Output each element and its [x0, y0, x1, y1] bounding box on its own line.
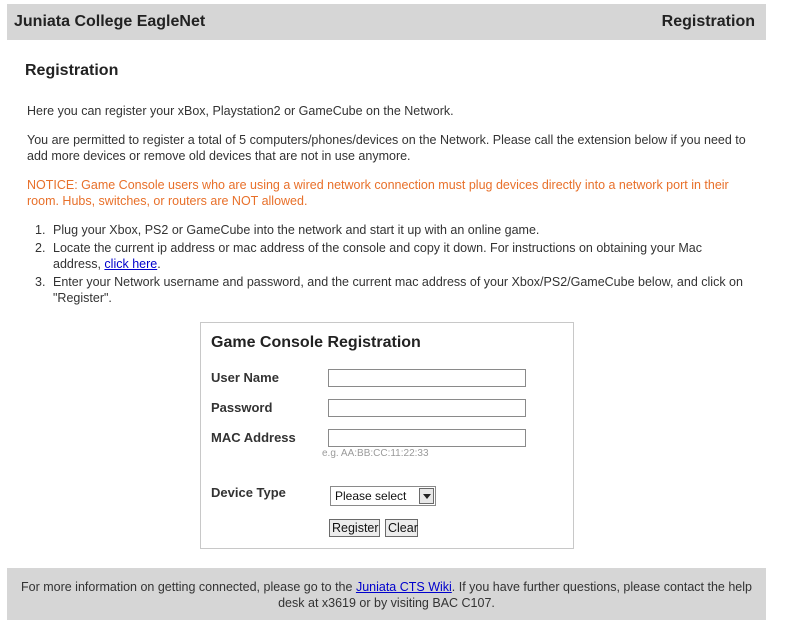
password-input[interactable] — [328, 399, 526, 417]
password-label: Password — [211, 400, 273, 415]
intro-text: Here you can register your xBox, Playstation2 or GameCube on the Network. — [27, 104, 454, 118]
page-title: Registration — [25, 62, 119, 79]
footer-text-start: For more information on getting connected, please go to the — [21, 580, 356, 594]
step-text-end: . — [157, 257, 161, 271]
step-item — [27, 274, 747, 306]
step-number: 1. — [35, 223, 46, 237]
device-type-select[interactable] — [330, 486, 436, 506]
registration-form — [200, 322, 574, 549]
clear-button[interactable]: Clear — [385, 519, 418, 537]
step-item — [27, 240, 747, 272]
cts-wiki-link[interactable]: Juniata CTS Wiki — [355, 580, 452, 594]
mac-address-hint: e.g. AA:BB:CC:11:22:33 — [322, 448, 429, 459]
footer-text — [15, 579, 758, 611]
register-button[interactable]: Register — [329, 519, 380, 537]
header-section-title: Registration — [661, 13, 755, 30]
footer-bar — [7, 568, 766, 620]
step-text: Enter your Network username and password, and the current mac address of your Xbox/PS2/GameCube below, and click on "Register". — [53, 275, 743, 305]
top-header-bar — [7, 4, 766, 40]
mac-instructions-link[interactable]: click here — [104, 257, 158, 271]
username-input[interactable] — [328, 369, 526, 387]
form-title: Game Console Registration — [211, 334, 421, 351]
footer-text-end: . If you have further questions, please contact the help desk at x3619 or by visiting BAC C107. — [278, 580, 752, 610]
device-limit-text: You are permitted to register a total of 5 computers/phones/devices on the Network. Please call the extension below if you need to add more devices or remove old devices that are not in use anymore. — [27, 133, 746, 163]
step-number: 2. — [35, 241, 46, 255]
instruction-steps — [27, 222, 747, 308]
mac-address-input[interactable] — [328, 429, 526, 447]
chevron-down-icon[interactable] — [419, 488, 434, 504]
site-brand: Juniata College EagleNet — [14, 13, 206, 30]
step-text: Locate the current ip address or mac address of the console and copy it down. For instructions on obtaining your Mac address, — [53, 241, 702, 271]
step-item — [27, 222, 747, 238]
username-label: User Name — [211, 370, 279, 385]
step-number: 3. — [35, 275, 46, 289]
mac-address-label: MAC Address — [211, 430, 296, 445]
device-type-selected: Please select — [335, 489, 407, 503]
device-type-label: Device Type — [211, 485, 286, 500]
step-text: Plug your Xbox, PS2 or GameCube into the network and start it up with an online game. — [53, 223, 540, 237]
notice-text: NOTICE: Game Console users who are using a wired network connection must plug devices directly into a network port in their room. Hubs, switches, or routers are NOT allowed. — [27, 178, 729, 208]
